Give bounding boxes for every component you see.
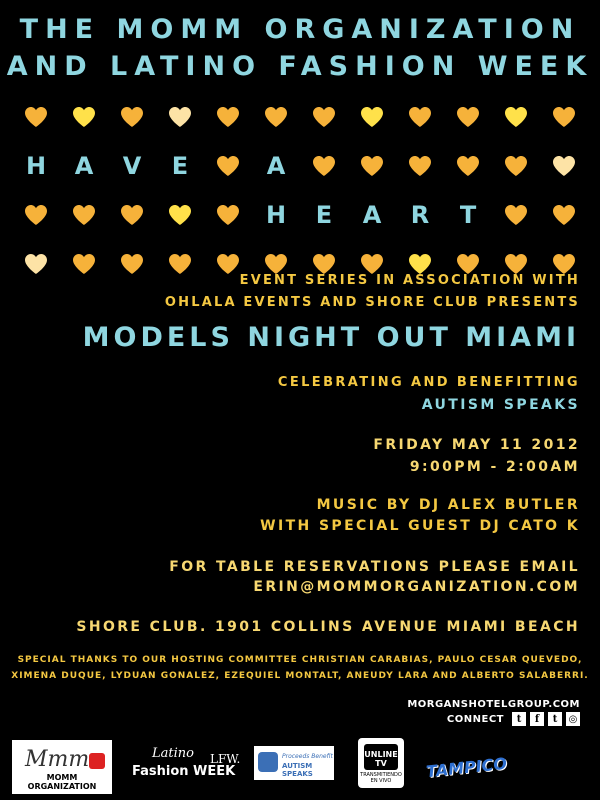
grid-letter: [12, 141, 60, 190]
venue-address: SHORE CLUB. 1901 COLLINS AVENUE MIAMI BEACH: [76, 619, 580, 635]
heart-icon: [108, 92, 156, 141]
momm-heart-icon: [89, 753, 105, 769]
heart-row: [12, 141, 588, 190]
grid-letter-text: R: [410, 200, 430, 229]
autism-speaks-logo: [254, 746, 334, 780]
grid-letter: [156, 141, 204, 190]
grid-letter-text: E: [171, 151, 189, 180]
benefit-line-2: AUTISM SPEAKS: [421, 397, 580, 413]
lfw-latino-text: Latino: [152, 746, 194, 761]
benefit-line-1: CELEBRATING AND BENEFITTING: [277, 375, 580, 390]
reservations-email[interactable]: ERIN@MOMMORGANIZATION.COM: [253, 579, 580, 595]
heart-icon: [156, 190, 204, 239]
heart-icon: [348, 92, 396, 141]
heart-icon: [444, 141, 492, 190]
heart-icon: [60, 190, 108, 239]
heart-icon: [300, 141, 348, 190]
heart-icon: [60, 239, 108, 288]
heart-icon: [492, 190, 540, 239]
heart-icon: [540, 190, 588, 239]
lfw-fashion-text: Fashion WEEK: [132, 764, 236, 779]
grid-letter: [252, 190, 300, 239]
heart-icon: [60, 92, 108, 141]
heart-icon: [156, 92, 204, 141]
music-line-2: WITH SPECIAL GUEST DJ CATO K: [260, 518, 580, 534]
heart-icon: [252, 92, 300, 141]
grid-letter: [396, 190, 444, 239]
heart-grid: [12, 92, 588, 288]
lfw-mark: LFW.: [210, 752, 241, 766]
heart-icon: [492, 92, 540, 141]
heart-icon: [540, 92, 588, 141]
morgans-website-link[interactable]: MORGANSHOTELGROUP.COM: [407, 699, 580, 710]
grid-letter-text: A: [266, 151, 286, 180]
puzzle-piece-icon: [258, 752, 278, 772]
latino-fashion-week-logo: [130, 746, 240, 790]
grid-letter: [60, 141, 108, 190]
instagram-icon[interactable]: ◎: [566, 712, 580, 726]
unline-tv-text: UNLINE TV: [364, 750, 398, 768]
heart-icon: [156, 239, 204, 288]
heart-row: [12, 92, 588, 141]
heart-icon: [444, 92, 492, 141]
grid-letter-text: V: [122, 151, 142, 180]
grid-letter: [348, 190, 396, 239]
heart-icon: [396, 92, 444, 141]
heart-icon: [12, 190, 60, 239]
header-line-2: AND LATINO FASHION WEEK: [6, 51, 594, 82]
event-title: MODELS NIGHT OUT MIAMI: [82, 322, 580, 353]
thanks-line-1: SPECIAL THANKS TO OUR HOSTING COMMITTEE CHRISTIAN CARABIAS, PAULO CESAR QUEVEDO,: [17, 655, 583, 665]
heart-icon: [348, 141, 396, 190]
presents-line-1: EVENT SERIES IN ASSOCIATION WITH: [239, 273, 580, 288]
header-line-1: THE MOMM ORGANIZATION: [19, 14, 581, 45]
grid-letter-text: E: [315, 200, 333, 229]
heart-icon: [396, 141, 444, 190]
reservations-line-1: FOR TABLE RESERVATIONS PLEASE EMAIL: [169, 559, 580, 575]
facebook-icon[interactable]: f: [530, 712, 544, 726]
grid-letter: [252, 141, 300, 190]
presents-line-2: OHLALA EVENTS AND SHORE CLUB PRESENTS: [164, 295, 580, 310]
autism-proceeds-text: Proceeds Benefit: [282, 753, 333, 760]
heart-icon: [300, 92, 348, 141]
thanks-line-2: XIMENA DUQUE, LYDUAN GONALEZ, EZEQUIEL MONTALT, ANEUDY LARA AND ALBERTO SALABERRI.: [11, 671, 589, 681]
tampico-logo: TAMPICO: [425, 753, 508, 782]
date-line-1: FRIDAY MAY 11 2012: [373, 437, 580, 453]
grid-letter: [444, 190, 492, 239]
momm-logo-text: MOMM ORGANIZATION: [27, 773, 97, 791]
twitter-icon[interactable]: t: [512, 712, 526, 726]
heart-icon: [12, 92, 60, 141]
grid-letter: [108, 141, 156, 190]
grid-letter-text: T: [459, 200, 477, 229]
heart-icon: [492, 141, 540, 190]
heart-icon: [204, 141, 252, 190]
unline-tv-foot: TRANSMITIENDO EN VIVO: [360, 772, 402, 784]
heart-icon: [108, 190, 156, 239]
grid-letter-text: A: [362, 200, 382, 229]
momm-organization-logo: [12, 740, 112, 794]
grid-letter-text: A: [74, 151, 94, 180]
unline-tv-logo: [358, 738, 404, 788]
music-line-1: MUSIC BY DJ ALEX BUTLER: [316, 497, 580, 513]
grid-letter-text: H: [265, 200, 287, 229]
tumblr-icon[interactable]: t: [548, 712, 562, 726]
heart-icon: [108, 239, 156, 288]
heart-row: [12, 190, 588, 239]
heart-icon: [12, 239, 60, 288]
connect-bar: [447, 712, 580, 726]
grid-letter-text: H: [25, 151, 47, 180]
heart-icon: [204, 92, 252, 141]
heart-icon: [540, 141, 588, 190]
heart-icon: [204, 190, 252, 239]
autism-speaks-text: AUTISM SPEAKS: [282, 762, 313, 778]
date-line-2: 9:00PM - 2:00AM: [409, 459, 580, 475]
momm-signature: Mmm: [25, 747, 90, 772]
connect-label: CONNECT: [446, 713, 504, 725]
grid-letter: [300, 190, 348, 239]
